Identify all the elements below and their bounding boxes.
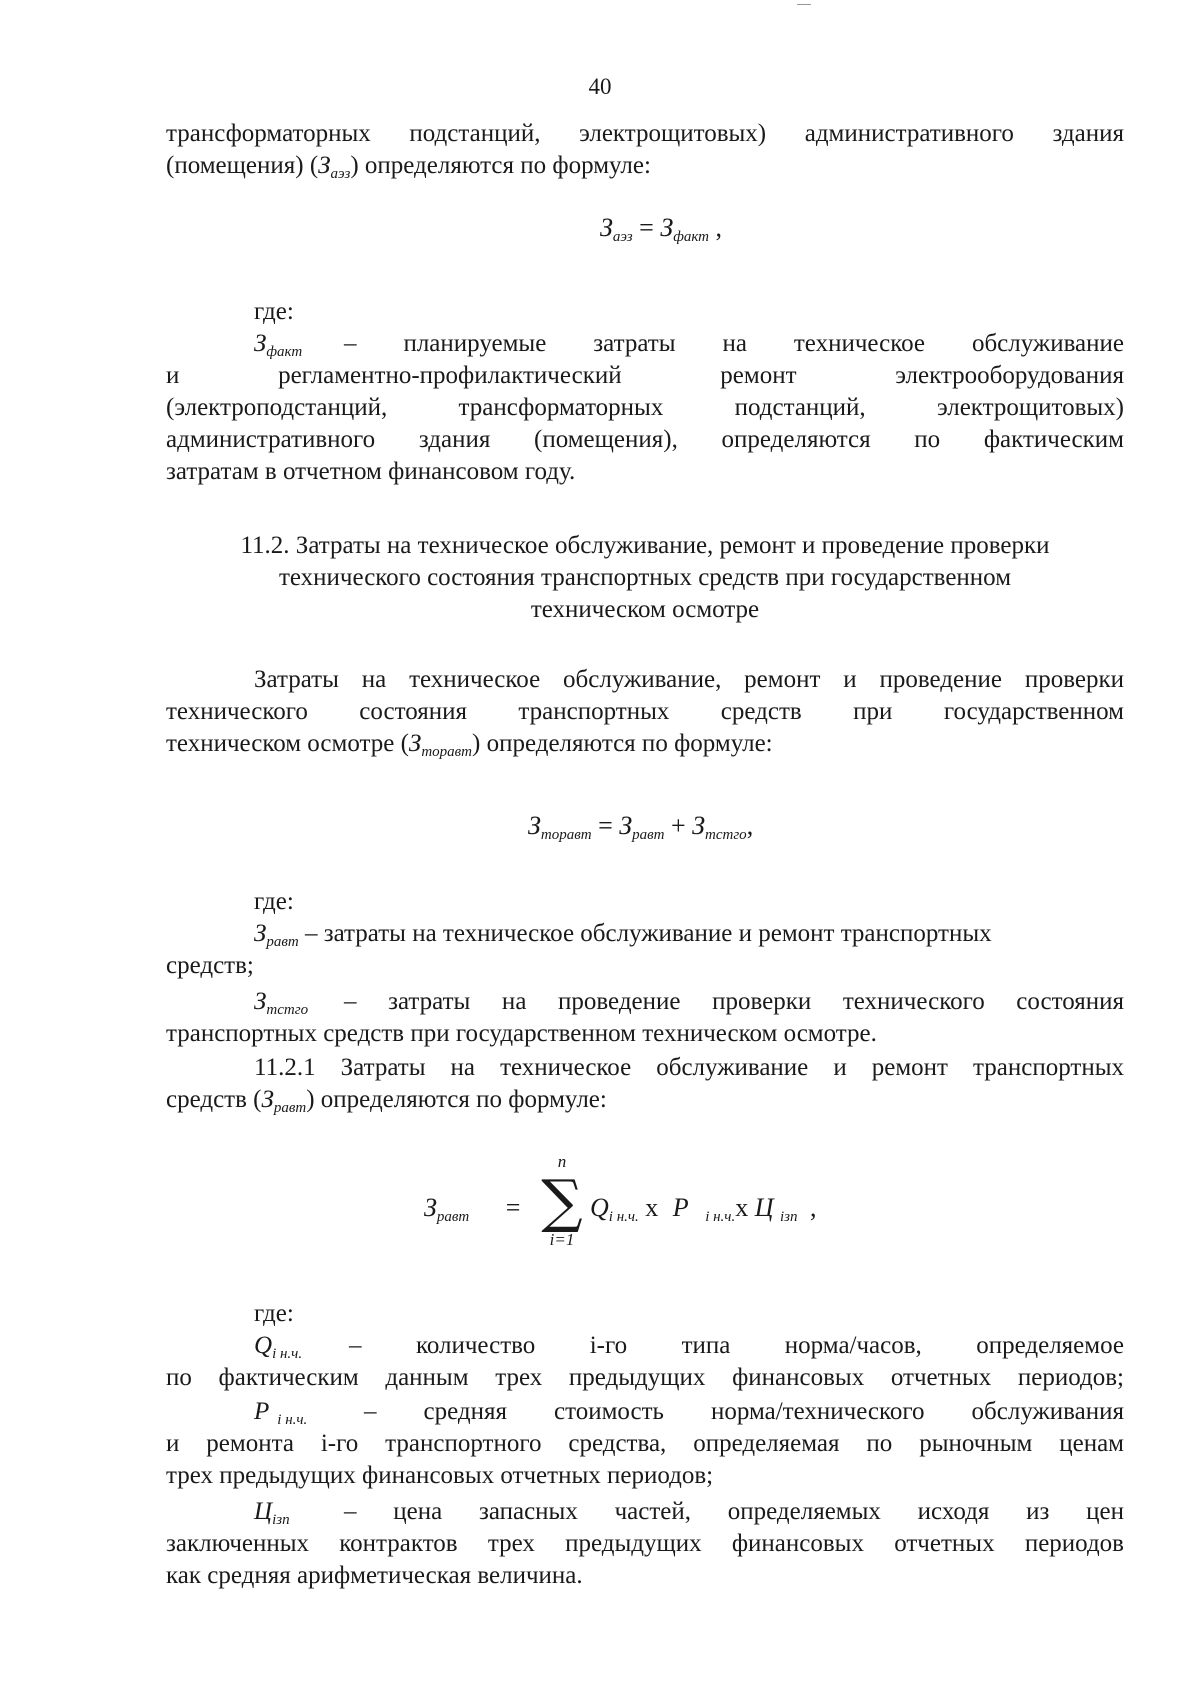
where-3-q-line-2: по фактическим данным трех предыдущих финансовых отчетных периодов; (166, 1364, 1124, 1391)
sub-section-symbol: З (261, 1086, 274, 1113)
formula-3-sum (532, 1152, 592, 1250)
where-1-symbol: З (254, 330, 267, 357)
formula-2-eq: = (598, 811, 613, 840)
where-2-b-line-2: транспортных средств при государственном техническом осмотре. (166, 1020, 877, 1047)
formula-2-term-1-sub: равт (632, 827, 665, 843)
section-heading-line-3: техническом осмотре (530, 596, 760, 623)
where-2-a-symbol: З (254, 920, 267, 947)
formula-3-sigma: ∑ (541, 1167, 583, 1235)
where-3-p-symbol: Р (254, 1398, 270, 1425)
where-3-c-line-3: как средняя арифметическая величина. (166, 1562, 583, 1589)
formula-2-plus: + (670, 811, 686, 840)
para-2-symbol-sub: торавт (421, 744, 472, 760)
formula-1 (600, 212, 722, 253)
formula-3-lower-limit: i=1 (549, 1230, 575, 1249)
where-3-p-line-2: и ремонта i-го транспортного средства, определяемая по рыночным ценам (166, 1430, 1124, 1457)
where-3-label: где: (254, 1300, 294, 1327)
formula-3-eq: = (505, 1193, 521, 1222)
where-1-line-3: (электроподстанций, трансформаторных подстанций, электрощитовых) (166, 394, 1124, 421)
formula-3-c: Ц (754, 1193, 774, 1222)
formula-2-term-2: З (692, 811, 705, 840)
where-3-q-text-1: – количество i-го типа норма/часов, определяемое (349, 1332, 1124, 1359)
where-1-line-2: и регламентно-профилактический ремонт электрооборудования (166, 362, 1124, 389)
formula-3-upper-limit: n (557, 1152, 567, 1171)
formula-3-p-sub: i н.ч. (705, 1209, 736, 1225)
sub-section-line-1: 11.2.1 Затраты на техническое обслуживание и ремонт транспортных (254, 1054, 1124, 1081)
formula-1-eq: = (639, 213, 654, 242)
sub-section-symbol-sub: равт (273, 1100, 307, 1116)
formula-2-lhs-sub: торавт (540, 827, 592, 843)
where-3-p-text-1: – средняя стоимость норма/технического обслуживания (364, 1398, 1124, 1425)
sub-section-line-2 (166, 1084, 1124, 1124)
formula-2-term-1: З (619, 811, 633, 840)
where-3-c-symbol-sub: iзп (272, 1512, 290, 1528)
formula-3-x-2: х (735, 1193, 749, 1222)
formula-3-tail: , (810, 1193, 817, 1222)
where-2-label: где: (254, 888, 294, 915)
intro-text-b: ) определяются по формуле: (350, 152, 651, 179)
formula-1-lhs: З (600, 213, 613, 242)
formula-2-lhs: З (528, 811, 541, 840)
formula-3-lhs-group (424, 1192, 520, 1233)
intro-line-1: трансформаторных подстанций, электрощитовых) административного здания (166, 120, 1124, 147)
where-2-b-symbol: З (254, 988, 267, 1015)
formula-1-rhs: З (660, 213, 674, 242)
formula-3-lhs-sub: равт (436, 1209, 470, 1225)
intro-symbol-sub: аэз (330, 166, 351, 182)
where-2-a-symbol-sub: равт (266, 934, 299, 950)
para-2-symbol: З (408, 730, 422, 757)
formula-1-lhs-sub: аэз (612, 229, 633, 245)
where-2-a-line-2: средств; (166, 952, 254, 979)
formula-2 (528, 810, 753, 851)
formula-1-rhs-sub: факт (673, 229, 710, 245)
where-3-q-symbol-sub: i н.ч. (272, 1346, 303, 1362)
intro-text-a: (помещения) ( (166, 152, 319, 179)
where-3-q-symbol: Q (254, 1332, 273, 1359)
formula-3-terms (590, 1192, 817, 1233)
para-2-line-2: технического состояния транспортных средств при государственном (166, 698, 1124, 725)
where-1-line-5: затратам в отчетном финансовом году. (166, 458, 576, 485)
sub-section-text-a: средств ( (166, 1086, 262, 1113)
para-2-line-3 (166, 728, 1124, 768)
formula-3-lhs: З (424, 1193, 437, 1222)
formula-2-term-2-sub: тстго (705, 827, 747, 843)
section-heading-line-1: 11.2. Затраты на техническое обслуживание, ремонт и проведение проверки (240, 532, 1050, 559)
page-number: 40 (588, 74, 612, 99)
where-2-a-text-1: – затраты на техническое обслуживание и ремонт транспортных (304, 920, 992, 947)
formula-1-tail: , (715, 213, 723, 242)
where-3-c-text-1: – цена запасных частей, определяемых исходя из цен (344, 1498, 1124, 1525)
formula-3-p: Р (672, 1193, 689, 1222)
scan-mark (797, 4, 811, 5)
where-3-p-symbol-sub: i н.ч. (277, 1412, 308, 1428)
para-2-text-b: ) определяются по формуле: (472, 730, 773, 757)
where-1-label: где: (254, 298, 294, 325)
where-1-line-4: административного здания (помещения), определяются по фактическим (166, 426, 1124, 453)
formula-3-q: Q (590, 1193, 609, 1222)
where-1-text-1: – планируемые затраты на техническое обслуживание (344, 330, 1124, 357)
where-2-b-text-1: – затраты на проведение проверки технического состояния (344, 988, 1124, 1015)
where-1-symbol-sub: факт (266, 344, 303, 360)
section-heading-line-2: технического состояния транспортных средств при государственном (278, 564, 1012, 591)
formula-2-tail: , (746, 811, 754, 840)
where-3-c-line-2: заключенных контрактов трех предыдущих финансовых отчетных периодов (166, 1530, 1124, 1557)
formula-3-c-sub: iзп (779, 1209, 798, 1225)
para-2-text-a: техническом осмотре ( (166, 730, 409, 757)
where-3-c-symbol: Ц (254, 1498, 273, 1525)
sub-section-text-b: ) определяются по формуле: (306, 1086, 607, 1113)
para-2-line-1: Затраты на техническое обслуживание, ремонт и проведение проверки (254, 666, 1124, 693)
intro-symbol: З (318, 152, 331, 179)
where-2-b-symbol-sub: тстго (266, 1002, 309, 1018)
formula-3-q-sub: i н.ч. (608, 1209, 639, 1225)
intro-line-2 (166, 150, 1124, 190)
where-3-p-line-3: трех предыдущих финансовых отчетных периодов; (166, 1462, 714, 1489)
formula-3-x-1: х (645, 1193, 659, 1222)
